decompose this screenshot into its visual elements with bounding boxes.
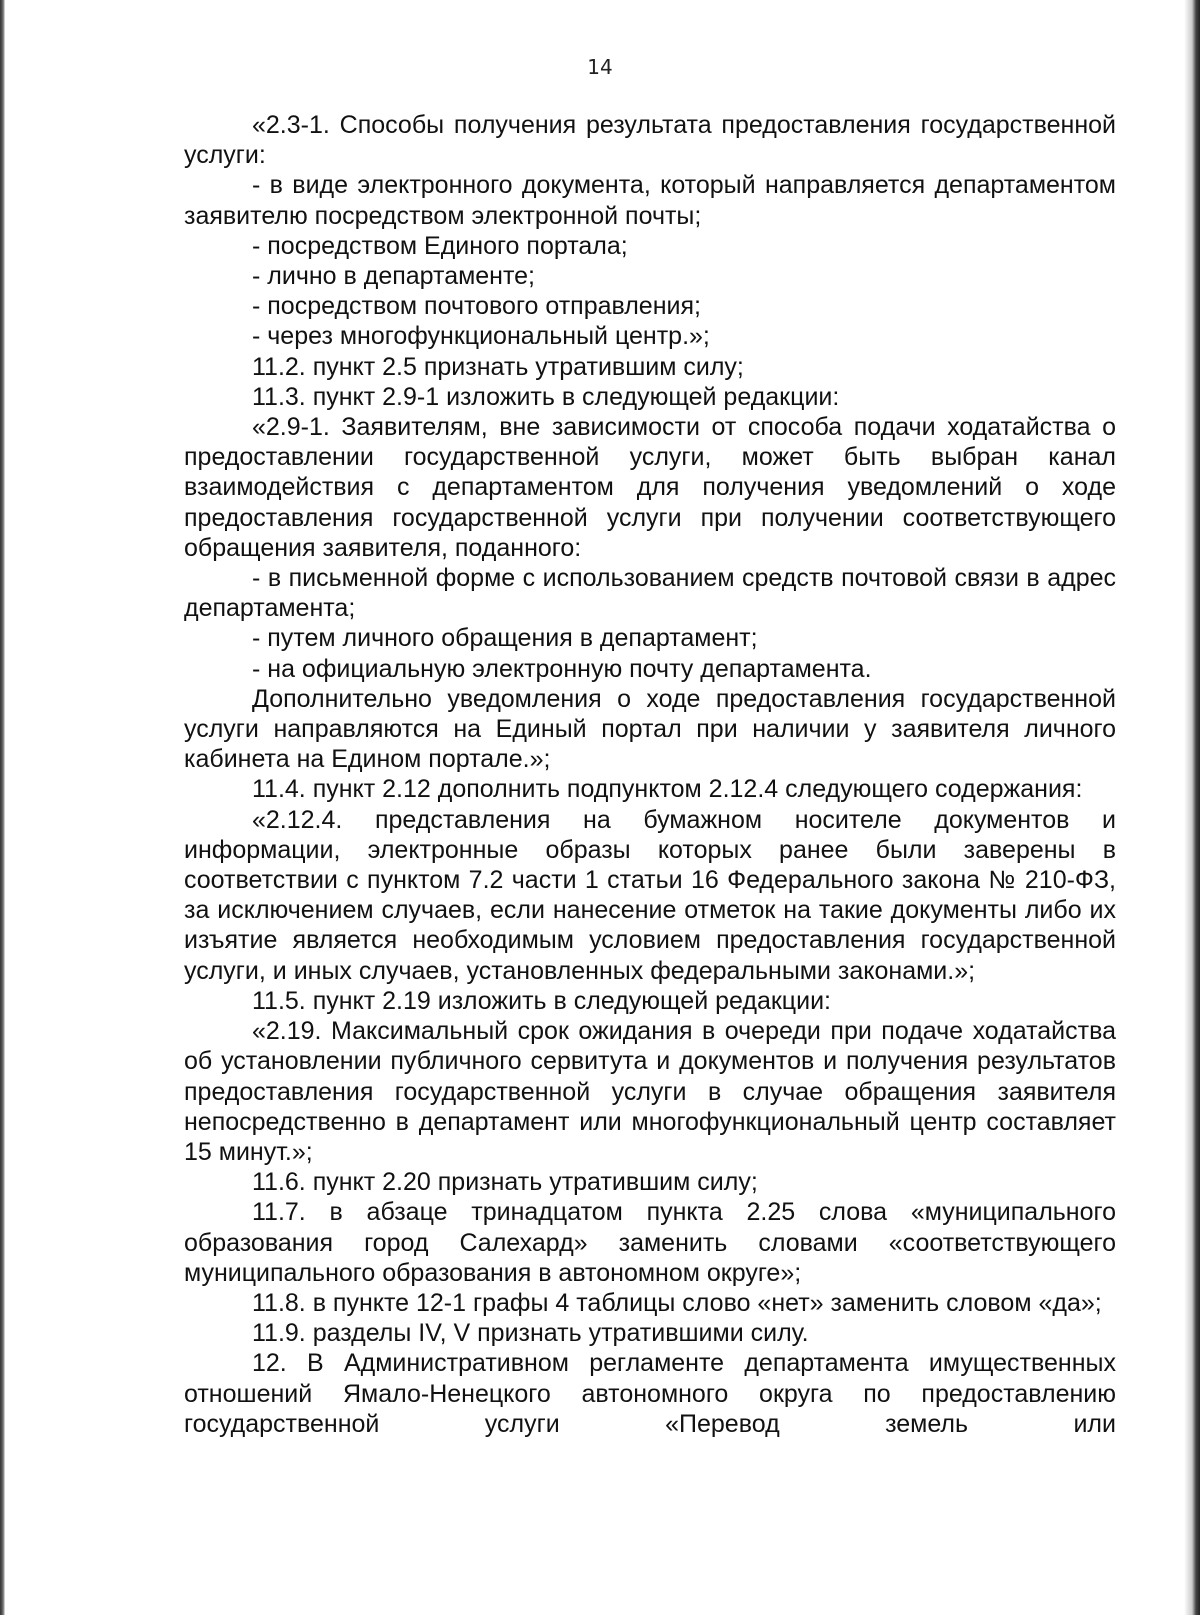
paragraph-11-4: 11.4. пункт 2.12 дополнить подпунктом 2.12.4 следующего содержания: (252, 775, 1083, 804)
list-item-personal-appeal: - путем личного обращения в департамент; (252, 624, 758, 653)
scan-edge-right (1184, 0, 1200, 1615)
page-number: 14 (587, 55, 613, 79)
list-item-written-form: - в письменной форме с использованием средств почтовой связи в адрес департамента; (184, 564, 1116, 623)
paragraph-11-9: 11.9. разделы IV, V признать утратившими силу. (252, 1319, 809, 1348)
paragraph-2-3-1: «2.3-1. Способы получения результата предоставления государственной услуги: (184, 111, 1116, 170)
list-item-official-email: - на официальную электронную почту департамента. (252, 654, 872, 683)
paragraph-11-7: 11.7. в абзаце тринадцатом пункта 2.25 слова «муниципального образования город Салехард» заменить словами «соответствующего муниципального образования в автономном округе»; (184, 1198, 1116, 1287)
paragraph-2-12-4: «2.12.4. представления на бумажном носителе документов и информации, электронные образы которых ранее были заверены в соответствии с пунктом 7.2 части 1 статьи 16 Федерального закона № 210-ФЗ, за исключением случаев, если нанесение отметок на такие документы либо их изъятие является необходимым условием предоставления государственной услуги, и иных случаев, установленных федеральными законами.»; (184, 805, 1116, 985)
document-body (184, 110, 1116, 1439)
list-item-mfc: - через многофункциональный центр.»; (252, 322, 710, 351)
list-item-in-person: - лично в департаменте; (252, 262, 536, 291)
paragraph-11-6: 11.6. пункт 2.20 признать утратившим силу; (252, 1168, 758, 1197)
paragraph-additional-notifications: Дополнительно уведомления о ходе предоставления государственной услуги направляются на Единый портал при наличии у заявителя личного кабинета на Едином портале.»; (184, 684, 1116, 774)
paragraph-12: 12. В Административном регламенте департамента имущественных отношений Ямало-Ненецкого автономного округа по предоставлению государственной услуги «Перевод земель или (184, 1349, 1116, 1438)
list-item-postal: - посредством почтового отправления; (252, 292, 701, 321)
paragraph-11-5: 11.5. пункт 2.19 изложить в следующей редакции: (252, 986, 831, 1015)
paragraph-11-2: 11.2. пункт 2.5 признать утратившим силу; (252, 352, 744, 381)
paragraph-2-19: «2.19. Максимальный срок ожидания в очереди при подаче ходатайства об установлении публичного сервитута и документов и получения результатов предоставления государственной услуги в случае обращения заявителя непосредственно в департамент или многофункциональный центр составляет 15 минут.»; (184, 1017, 1116, 1166)
list-item-unified-portal: - посредством Единого портала; (252, 231, 628, 260)
paragraph-11-3: 11.3. пункт 2.9-1 изложить в следующей редакции: (252, 382, 840, 411)
scan-edge-left (0, 0, 5, 1615)
paragraph-11-8: 11.8. в пункте 12-1 графы 4 таблицы слово «нет» заменить словом «да»; (252, 1288, 1102, 1317)
list-item-electronic-document: - в виде электронного документа, который направляется департаментом заявителю посредством электронной почты; (184, 171, 1116, 230)
paragraph-2-9-1: «2.9-1. Заявителям, вне зависимости от способа подачи ходатайства о предоставлении государственной услуги, может быть выбран канал взаимодействия с департаментом для получения уведомлений о ходе предоставления государственной услуги при получении соответствующего обращения заявителя, поданного: (184, 413, 1116, 562)
